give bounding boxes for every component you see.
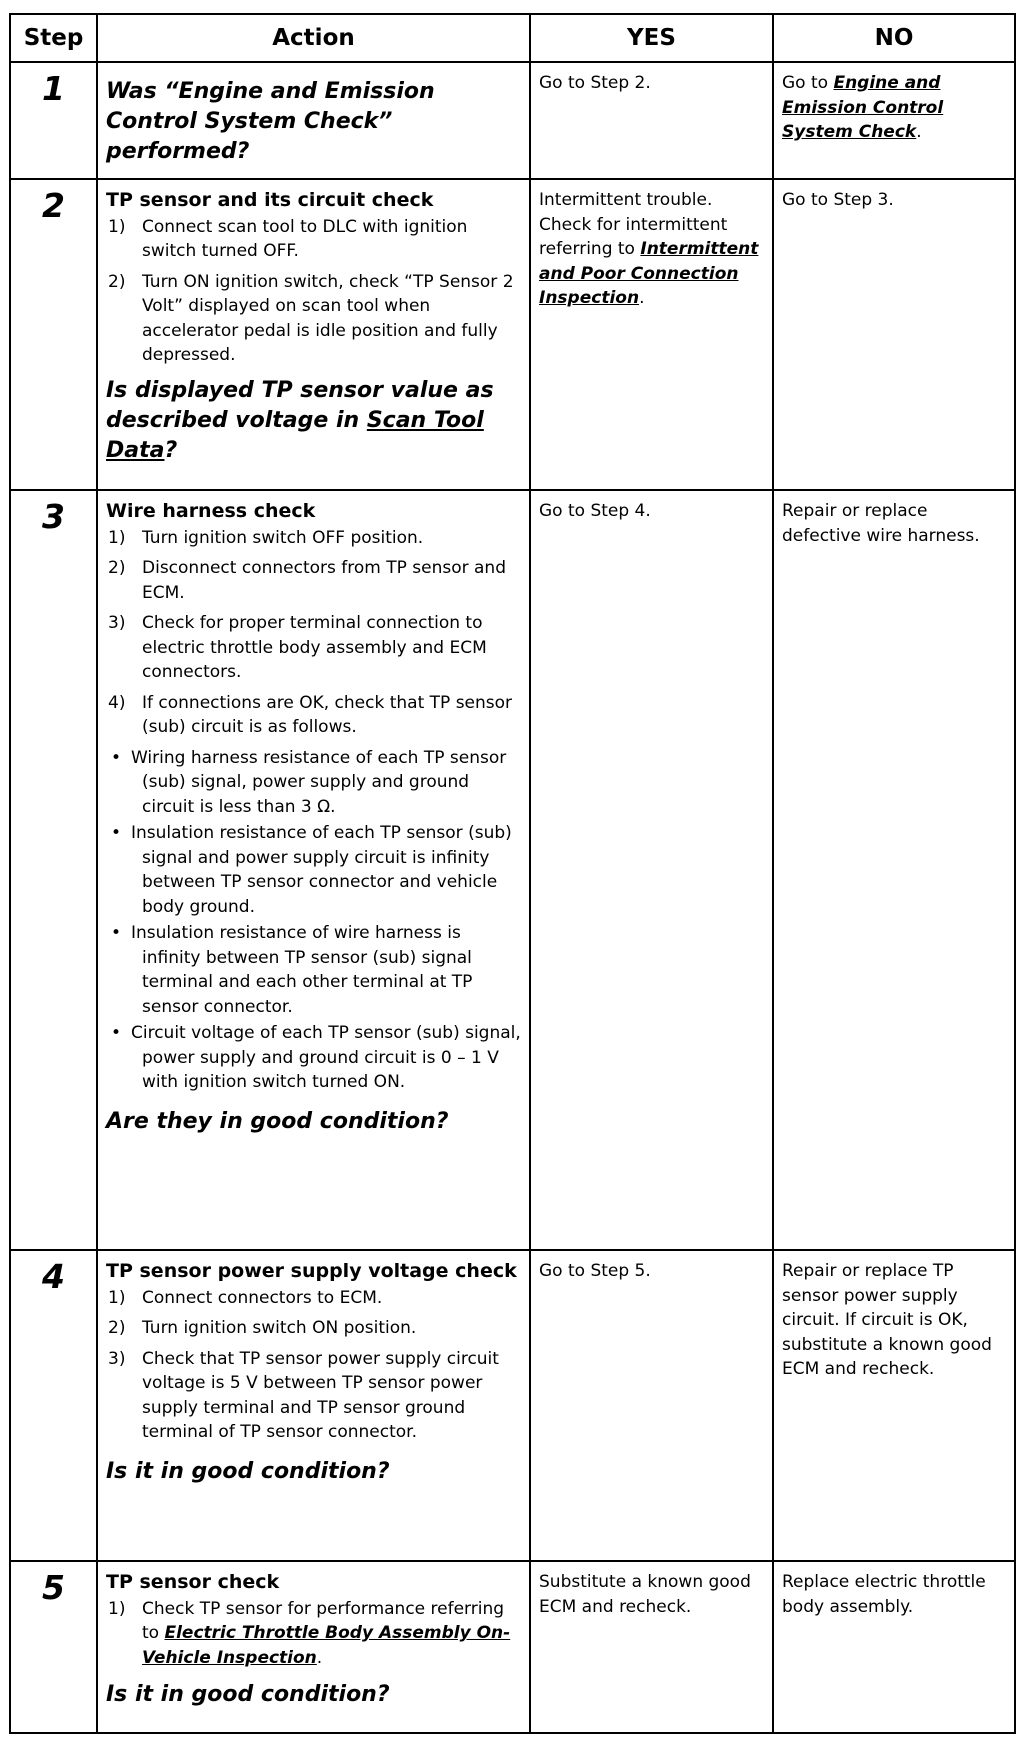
bullet-item: • Insulation resistance of wire harness is infinity between TP sensor (sub) signal terminal and each other terminal at TP sensor connector. bbox=[106, 921, 521, 1019]
yes-cell bbox=[530, 179, 773, 490]
text-fragment: Is displayed TP sensor value as described voltage in bbox=[106, 377, 494, 433]
action-item bbox=[106, 1286, 521, 1311]
text-fragment: 3) bbox=[108, 1348, 126, 1369]
text-fragment: Check that TP sensor power supply circuit voltage is 5 V between TP sensor power supply terminal and TP sensor ground terminal of TP sensor connector. bbox=[142, 1348, 499, 1442]
action-item bbox=[106, 1597, 521, 1671]
text-fragment: 1) bbox=[108, 527, 126, 548]
step-number: 2 bbox=[10, 179, 97, 490]
action-title: TP sensor and its circuit check bbox=[106, 189, 434, 211]
table-row bbox=[10, 62, 1015, 179]
diagnostic-table bbox=[9, 13, 1016, 1734]
text-fragment: Turn ignition switch ON position. bbox=[142, 1318, 417, 1338]
no-cell: Replace electric throttle body assembly. bbox=[773, 1561, 1015, 1733]
action-item bbox=[106, 611, 521, 685]
text-fragment: . bbox=[316, 1647, 323, 1668]
table-row bbox=[10, 490, 1015, 1250]
link-engine-emission-check[interactable]: Engine and Emission Control System Check bbox=[782, 73, 944, 142]
question: Is it in good condition? bbox=[106, 1682, 390, 1707]
link-intermittent-inspection[interactable]: Intermittent and Poor Connection Inspection bbox=[539, 239, 759, 308]
text-fragment: 1) bbox=[108, 216, 126, 237]
link-scan-tool-data[interactable]: Scan Tool Data bbox=[106, 407, 484, 463]
action-item bbox=[106, 270, 521, 368]
step-number: 3 bbox=[10, 490, 97, 1250]
question: Are they in good condition? bbox=[106, 1108, 449, 1134]
text-fragment: 1) bbox=[108, 1287, 126, 1308]
question: Was “Engine and Emission Control System Check” performed? bbox=[106, 79, 435, 164]
action-item bbox=[106, 691, 521, 740]
no-cell: Repair or replace TP sensor power supply circuit. If circuit is OK, substitute a known good ECM and recheck. bbox=[773, 1250, 1015, 1561]
text-fragment: Turn ignition switch OFF position. bbox=[142, 527, 424, 548]
header-action: Action bbox=[97, 14, 530, 62]
text-fragment: . bbox=[639, 288, 645, 308]
text-fragment: Connect scan tool to DLC with ignition switch turned OFF. bbox=[142, 216, 468, 261]
text-fragment: Check TP sensor for performance referring to bbox=[142, 1598, 505, 1643]
bullet-item: • Wiring harness resistance of each TP sensor (sub) signal, power supply and ground circuit is less than 3 Ω. bbox=[106, 746, 521, 820]
action-item bbox=[106, 1316, 521, 1341]
no-cell: Repair or replace defective wire harness. bbox=[773, 490, 1015, 1250]
text-fragment: 2) bbox=[108, 558, 126, 578]
table-row bbox=[10, 179, 1015, 490]
bullet-item: • Circuit voltage of each TP sensor (sub) signal, power supply and ground circuit is 0 – 1 V with ignition switch turned ON. bbox=[106, 1021, 521, 1095]
action-item bbox=[106, 526, 521, 551]
action-cell bbox=[97, 1250, 530, 1561]
text-fragment: Intermittent trouble. Check for intermittent referring to bbox=[539, 190, 728, 259]
action-item bbox=[106, 556, 521, 605]
action-title: TP sensor power supply voltage check bbox=[106, 1260, 517, 1282]
text-fragment: 3) bbox=[108, 613, 126, 633]
no-text: . bbox=[916, 122, 922, 142]
text-fragment: ? bbox=[164, 437, 178, 463]
action-cell bbox=[97, 62, 530, 179]
action-cell bbox=[97, 179, 530, 490]
text-fragment: 4) bbox=[108, 692, 126, 713]
header-yes: YES bbox=[530, 14, 773, 62]
yes-cell: Go to Step 2. bbox=[530, 62, 773, 179]
action-item bbox=[106, 215, 521, 264]
no-cell: Go to Step 3. bbox=[773, 179, 1015, 490]
text-fragment: 2) bbox=[108, 271, 126, 292]
no-cell bbox=[773, 62, 1015, 179]
header-no: NO bbox=[773, 14, 1015, 62]
question: Is it in good condition? bbox=[106, 1458, 390, 1484]
yes-cell: Go to Step 5. bbox=[530, 1250, 773, 1561]
question bbox=[106, 376, 521, 466]
yes-cell: Go to Step 4. bbox=[530, 490, 773, 1250]
text-fragment: 2) bbox=[108, 1318, 126, 1338]
action-cell bbox=[97, 1561, 530, 1733]
action-item bbox=[106, 1347, 521, 1445]
action-title: Wire harness check bbox=[106, 500, 316, 522]
text-fragment: 1) bbox=[108, 1598, 126, 1619]
header-step: Step bbox=[10, 14, 97, 62]
bullet-item: • Insulation resistance of each TP sensor (sub) signal and power supply circuit is infinity between TP sensor connector and vehicle body ground. bbox=[106, 821, 521, 919]
table-row bbox=[10, 1250, 1015, 1561]
text-fragment: Turn ON ignition switch, check “TP Sensor 2 Volt” displayed on scan tool when accelerator pedal is idle position and fully depressed. bbox=[142, 271, 514, 365]
action-cell bbox=[97, 490, 530, 1250]
text-fragment: If connections are OK, check that TP sensor (sub) circuit is as follows. bbox=[142, 692, 513, 737]
text-fragment: Connect connectors to ECM. bbox=[142, 1287, 383, 1308]
step-number: 5 bbox=[10, 1561, 97, 1733]
link-throttle-body-inspection[interactable]: Electric Throttle Body Assembly On-Vehicle Inspection bbox=[142, 1623, 511, 1668]
step-number: 1 bbox=[10, 62, 97, 179]
step-number: 4 bbox=[10, 1250, 97, 1561]
header-row bbox=[10, 14, 1015, 62]
yes-cell: Substitute a known good ECM and recheck. bbox=[530, 1561, 773, 1733]
text-fragment: Check for proper terminal connection to electric throttle body assembly and ECM connectors. bbox=[142, 613, 487, 682]
text-fragment: Disconnect connectors from TP sensor and ECM. bbox=[142, 558, 506, 603]
table-row bbox=[10, 1561, 1015, 1733]
no-text: Go to bbox=[782, 73, 834, 93]
action-title: TP sensor check bbox=[106, 1571, 280, 1593]
